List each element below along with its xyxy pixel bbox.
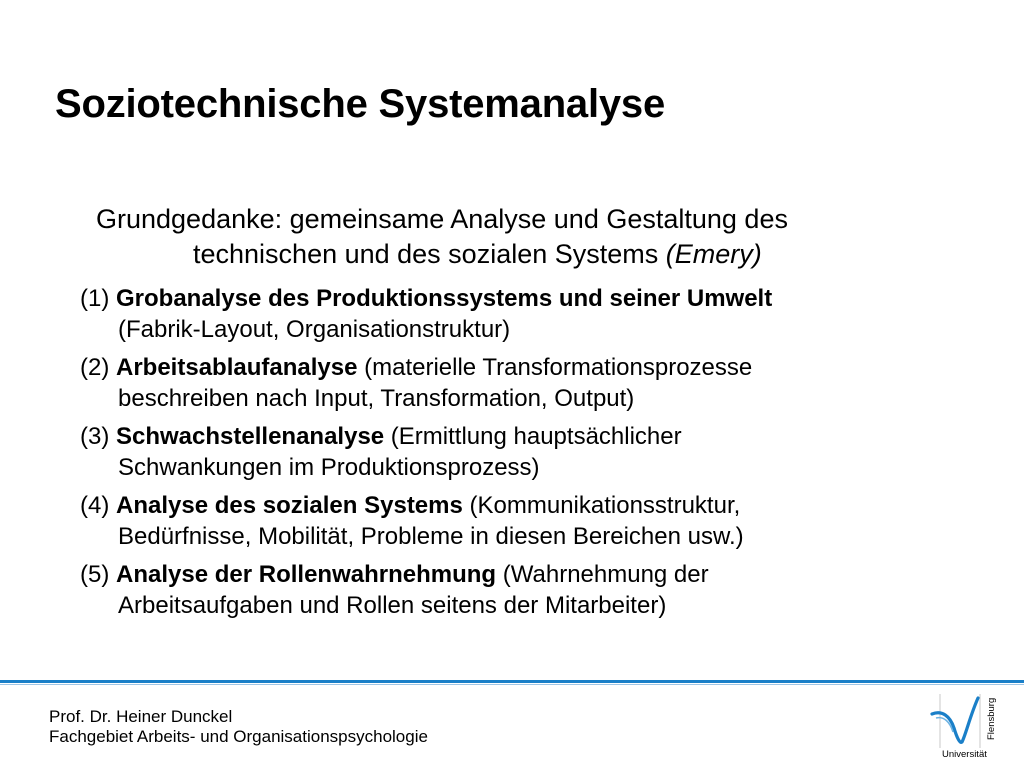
footer-department: Fachgebiet Arbeits- und Organisationspsychologie — [49, 727, 428, 746]
item-continuation: (Fabrik-Layout, Organisationstruktur) — [118, 316, 511, 343]
item-text: (Wahrnehmung der — [496, 561, 709, 588]
list-item — [80, 559, 980, 621]
footer-divider — [0, 680, 1024, 683]
item-title: Grobanalyse des Produktionssystems und seiner Umwelt — [116, 285, 773, 312]
list-item — [80, 421, 980, 483]
analysis-steps-list — [80, 283, 980, 628]
list-item — [80, 352, 980, 414]
item-number: (2) — [80, 354, 116, 381]
footer-author: Prof. Dr. Heiner Dunckel — [49, 707, 233, 726]
item-title: Arbeitsablaufanalyse — [116, 354, 358, 381]
item-title: Analyse des sozialen Systems — [116, 492, 463, 519]
list-item — [80, 283, 980, 345]
item-number: (1) — [80, 285, 116, 312]
footer-divider-thin — [0, 684, 1024, 685]
intro-line-1: Grundgedanke: gemeinsame Analyse und Gestaltung des — [96, 204, 788, 234]
item-number: (5) — [80, 561, 116, 588]
item-continuation: Schwankungen im Produktionsprozess) — [118, 454, 540, 481]
item-continuation: Bedürfnisse, Mobilität, Probleme in diesen Bereichen usw.) — [118, 523, 744, 550]
footer-credits — [49, 707, 428, 747]
item-text: (materielle Transformationsprozesse — [357, 354, 753, 381]
slide-title: Soziotechnische Systemanalyse — [55, 82, 666, 126]
intro-paragraph — [96, 202, 996, 272]
list-item — [80, 490, 980, 552]
item-title: Analyse der Rollenwahrnehmung — [116, 561, 497, 588]
intro-line-2-text: technischen und des sozialen Systems — [193, 239, 666, 269]
item-number: (3) — [80, 423, 116, 450]
item-title: Schwachstellenanalyse — [116, 423, 385, 450]
intro-citation: (Emery) — [665, 239, 762, 269]
university-flensburg-logo-icon — [928, 688, 1000, 760]
item-number: (4) — [80, 492, 116, 519]
item-continuation: Arbeitsaufgaben und Rollen seitens der Mitarbeiter) — [118, 592, 667, 619]
logo-word-vertical: Flensburg — [986, 697, 997, 740]
item-text: (Kommunikationsstruktur, — [462, 492, 741, 519]
item-text: (Ermittlung hauptsächlicher — [384, 423, 682, 450]
item-continuation: beschreiben nach Input, Transformation, Output) — [118, 385, 635, 412]
logo-word-horizontal: Universität — [942, 749, 987, 760]
intro-line-2 — [96, 237, 996, 272]
